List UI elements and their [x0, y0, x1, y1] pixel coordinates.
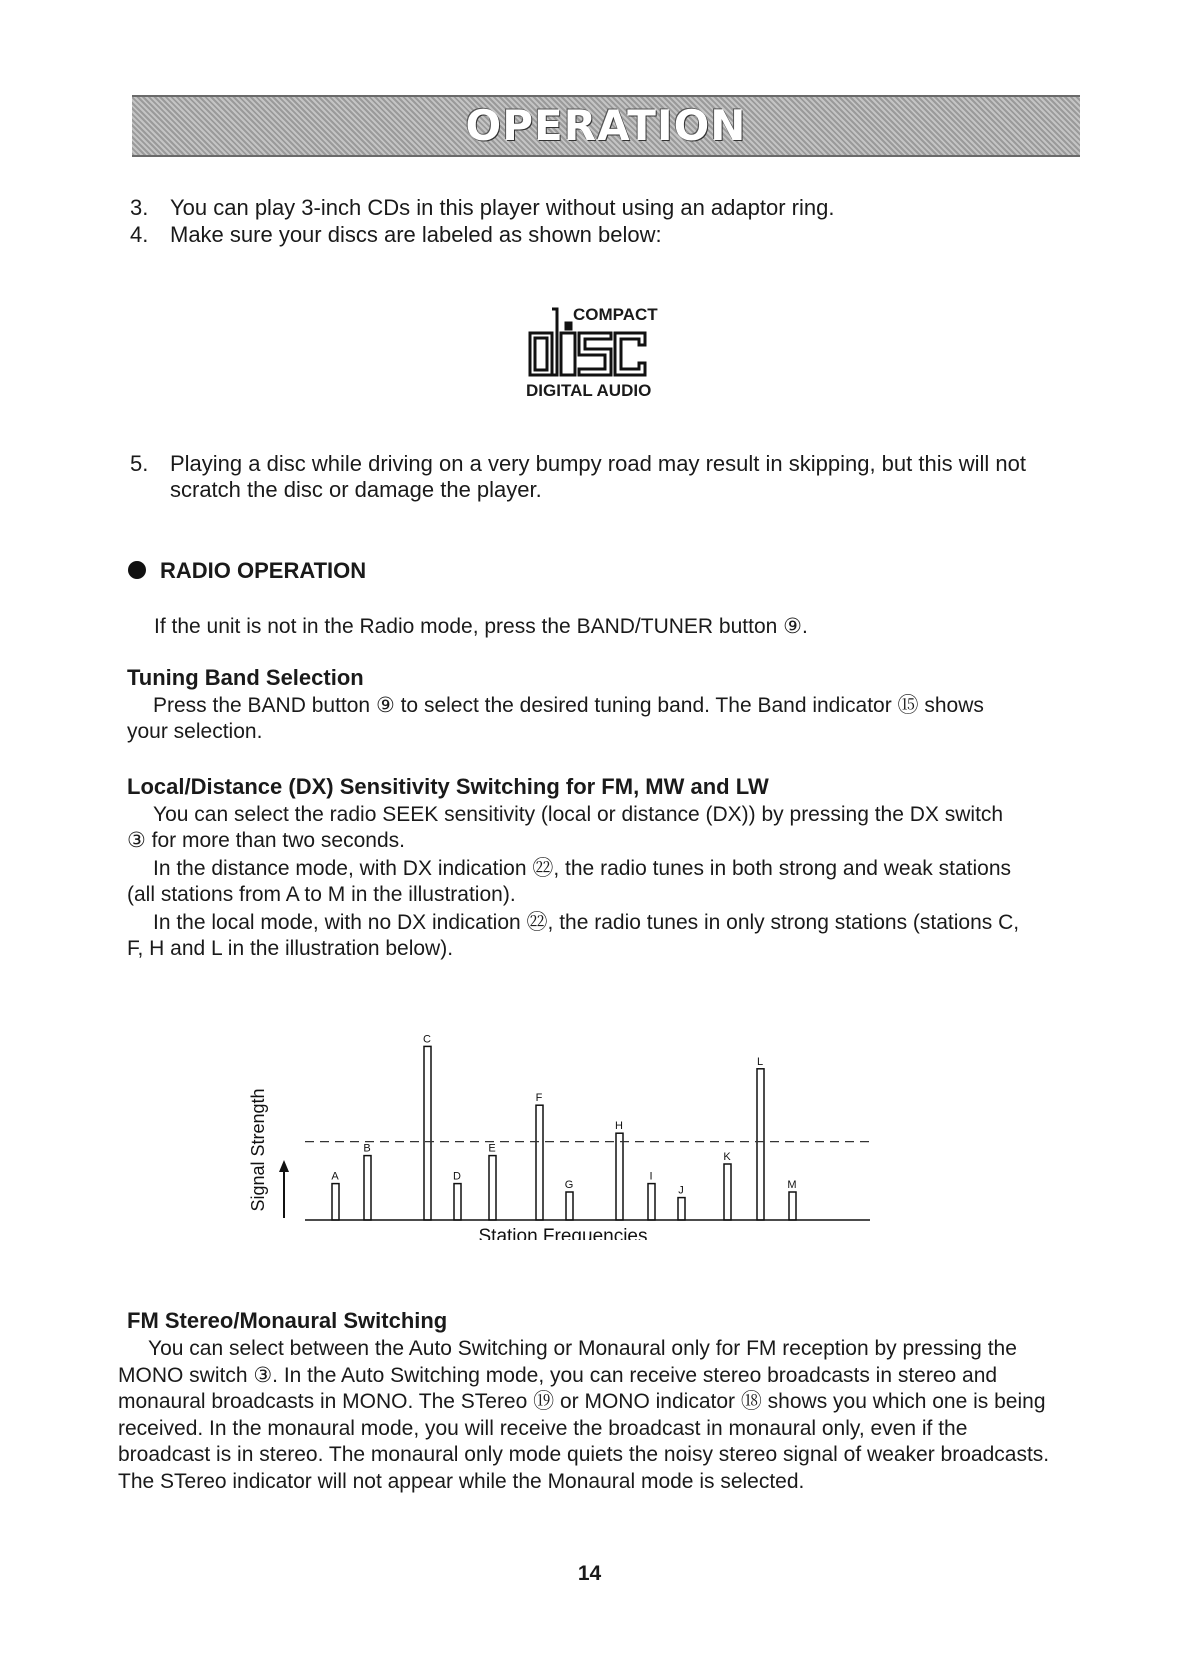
- list-number: 4.: [130, 222, 149, 247]
- dx-heading: Local/Distance (DX) Sensitivity Switching for FM, MW and LW: [127, 774, 769, 799]
- bar-label-a: A: [331, 1170, 339, 1183]
- signal-strength-chart: [250, 1020, 900, 1240]
- logo-digital-audio-text: DIGITAL AUDIO: [526, 381, 652, 400]
- bar-label-j: J: [678, 1184, 684, 1197]
- list-text: Playing a disc while driving on a very bumpy road may result in skipping, but this will not scratch the disc or damage the player.: [170, 451, 1026, 502]
- page-number: 14: [577, 1562, 602, 1585]
- list-text: You can play 3-inch CDs in this player without using an adaptor ring.: [170, 195, 835, 220]
- bar-b: [364, 1156, 371, 1220]
- bar-j: [678, 1198, 685, 1220]
- section-heading: [128, 558, 366, 584]
- bullet-icon: [128, 561, 146, 579]
- radio-intro: If the unit is not in the Radio mode, press the BAND/TUNER button ⑨.: [154, 615, 808, 638]
- bar-label-i: I: [649, 1170, 653, 1183]
- list-number: 5.: [130, 451, 149, 476]
- section-banner: [132, 95, 1080, 157]
- bar-k: [724, 1164, 731, 1220]
- bar-label-m: M: [787, 1179, 797, 1191]
- page-title: OPERATION: [465, 101, 747, 150]
- stereo-body: You can select between the Auto Switching or Monaural only for FM reception by pressing the MONO switch ③. In the Auto Switching mode, you can receive stereo broadcasts in stereo and monaural broadcasts in MONO. The STereo ⑲ or MONO indicator ⑱ shows you which one is being received. In the monaural mode, you will receive the broadcast in monaural only, even if the broadcast is in stereo. The monaural only mode quiets the noisy stereo signal of weaker broadcasts. The STereo indicator will not appear while the Monaural mode is selected.: [118, 1337, 1050, 1493]
- bar-d: [454, 1184, 461, 1220]
- signal-chart-svg: [250, 1020, 900, 1240]
- bar-i: [648, 1184, 655, 1220]
- bar-label-k: K: [723, 1151, 731, 1163]
- tuning-body: Press the BAND button ⑨ to select the desired tuning band. The Band indicator ⑮ shows your selection.: [127, 694, 984, 743]
- bar-c: [424, 1046, 431, 1220]
- arrow-up-icon: [279, 1160, 289, 1218]
- bar-label-l: L: [756, 1055, 764, 1068]
- bar-label-e: E: [488, 1142, 496, 1155]
- dx-para-2: In the distance mode, with DX indication ㉒, the radio tunes in both strong and weak stations (all stations from A to M in the illustration).: [127, 857, 1011, 906]
- bar-f: [536, 1105, 543, 1220]
- list-number: 3.: [130, 195, 149, 220]
- bar-label-h: H: [615, 1120, 623, 1133]
- dx-para-1: You can select the radio SEEK sensitivity (local or distance (DX)) by pressing the DX switch ③ for more than two seconds.: [127, 803, 1004, 852]
- dx-para-3: In the local mode, with no DX indication ㉒, the radio tunes in only strong stations (stations C, F, H and L in the illustration below).: [127, 911, 1020, 960]
- bar-g: [566, 1192, 573, 1220]
- bar-label-g: G: [564, 1179, 574, 1191]
- compact-disc-logo: [524, 305, 674, 400]
- stereo-heading: FM Stereo/Monaural Switching: [127, 1308, 448, 1333]
- bar-l: [757, 1069, 764, 1220]
- bar-h: [616, 1133, 623, 1220]
- bar-label-c: C: [423, 1033, 431, 1046]
- logo-compact-text: COMPACT: [573, 305, 658, 324]
- bar-label-f: F: [535, 1092, 543, 1105]
- y-axis-label: Signal Strength: [250, 1088, 268, 1212]
- bar-a: [332, 1184, 339, 1220]
- bar-label-d: D: [453, 1170, 461, 1183]
- list-text: Make sure your discs are labeled as shown below:: [170, 222, 662, 247]
- x-axis-label: Station Frequencies: [478, 1226, 648, 1240]
- bar-m: [789, 1192, 796, 1220]
- bar-e: [489, 1156, 496, 1220]
- tuning-heading: Tuning Band Selection: [127, 665, 364, 690]
- bar-label-b: B: [363, 1142, 371, 1155]
- section-heading-text: RADIO OPERATION: [160, 558, 367, 583]
